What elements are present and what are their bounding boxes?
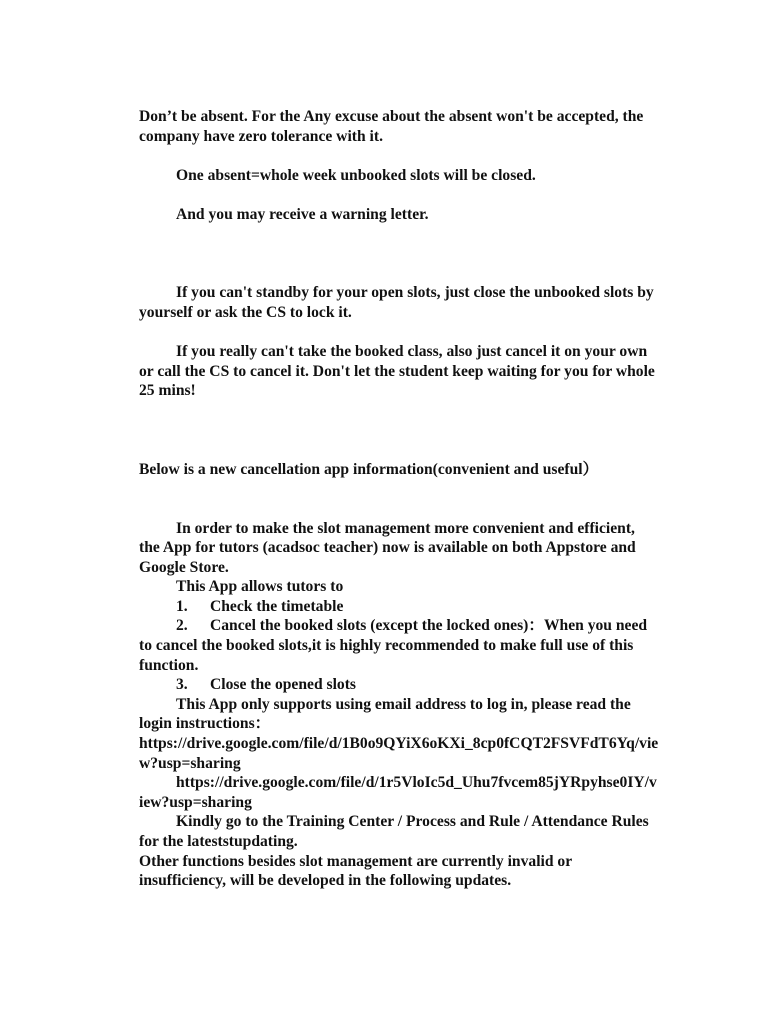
spacer <box>139 401 659 460</box>
paragraph-app-intro: Below is a new cancellation app information(convenient and useful） <box>139 460 599 478</box>
list-number: 3. <box>176 676 188 694</box>
paragraph-training-center: Kindly go to the Training Center / Process and Rule / Attendance Rules for the lateststupdating. <box>139 813 649 850</box>
paragraph-login-instructions: This App only supports using email address to log in, please read the login instructions： <box>139 695 631 733</box>
list-text: Cancel the booked slots (except the locked ones)：When you need to cancel the booked slots,it is highly recommended to make full use of this function. <box>139 617 648 674</box>
spacer <box>139 323 659 343</box>
list-item <box>139 597 659 617</box>
login-instructions-link-1[interactable]: https://drive.google.com/file/d/1B0o9QYiX6oKXi_8cp0fCQT2FSVFdT6Yq/view?usp=sharing <box>139 735 659 772</box>
spacer <box>139 225 659 284</box>
spacer <box>139 479 659 518</box>
list-text: Check the timetable <box>210 597 344 615</box>
paragraph-app-allows: This App allows tutors to <box>176 578 344 596</box>
list-item <box>139 616 659 675</box>
login-instructions-link-2[interactable]: https://drive.google.com/file/d/1r5VloIc5d_Uhu7fvcem85jYRpyhse0IY/view?usp=sharing <box>139 774 657 811</box>
document-body <box>139 107 659 891</box>
paragraph-warning-letter: And you may receive a warning letter. <box>176 205 429 223</box>
list-number: 1. <box>176 597 188 615</box>
paragraph-close-slots: If you can't standby for your open slots, just close the unbooked slots by yourself or ask the CS to lock it. <box>139 284 654 321</box>
paragraph-other-functions: Other functions besides slot management are currently invalid or insufficiency, will be developed in the following updates. <box>139 852 572 890</box>
spacer <box>139 146 659 166</box>
paragraph-absence-policy: Don’t be absent. For the Any excuse about the absent won't be accepted, the company have zero tolerance with it. <box>139 108 644 145</box>
list-text: Close the opened slots <box>210 676 356 694</box>
paragraph-app-availability: In order to make the slot management more convenient and efficient, the App for tutors (acadsoc teacher) now is available on both Appstore and Google Store. <box>139 519 636 576</box>
paragraph-cancel-class: If you really can't take the booked class, also just cancel it on your own or call the CS to cancel it. Don't let the student keep waiting for you for whole 25 mins! <box>139 343 655 400</box>
list-number: 2. <box>176 617 188 635</box>
list-item <box>139 675 659 695</box>
paragraph-absence-rule: One absent=whole week unbooked slots will be closed. <box>176 166 536 184</box>
spacer <box>139 185 659 205</box>
